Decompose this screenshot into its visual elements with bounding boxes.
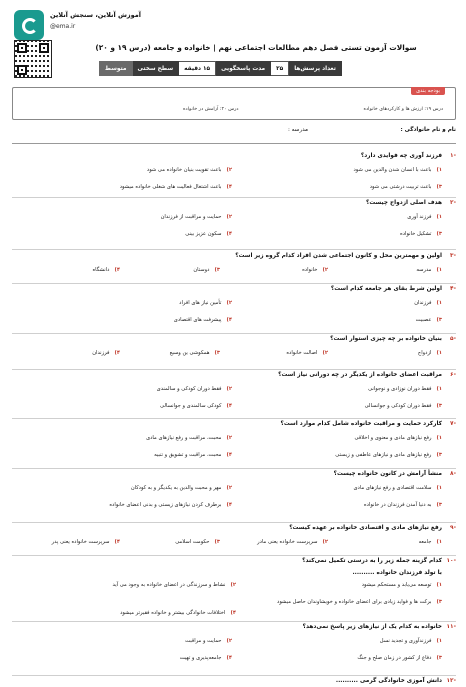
answer-option[interactable] [92,267,120,273]
answer-option[interactable] [357,655,442,661]
option-number: ۳) [214,539,220,545]
option-text: محبت، مراقبت و رفع نیازهای مادی [146,435,222,441]
option-number: ۲) [226,485,232,491]
option-number: ۳) [436,231,442,237]
option-number: ۳) [436,655,442,661]
answer-option[interactable] [147,167,232,173]
info-cell: ۱۵ دقیقه [178,61,216,76]
option-text: سرپرست خانواده یعنی پدر [51,539,110,545]
answer-option[interactable] [179,300,232,306]
option-number: ۳) [214,267,220,273]
answer-option[interactable] [419,539,442,545]
answer-option[interactable] [364,502,442,508]
answer-option[interactable] [160,403,232,409]
question-number: ۶- [450,372,456,378]
answer-option[interactable] [180,655,232,661]
option-number: ۱) [436,539,442,545]
question-number: ۲- [450,200,456,206]
option-number: ۱) [436,435,442,441]
question-text: هدف اصلی ازدواج چیست؟ [366,200,442,206]
question-text: کارکرد حمایت و مراقبت خانواده شامل کدام موارد است؟ [280,421,442,427]
brand-title: آموزش آنلاین، سنجش آنلاین [50,11,142,19]
question-number: ۵- [450,336,456,342]
option-number: ۱) [436,267,442,273]
option-number: ۲) [322,539,328,545]
question-text: اولین شرط بقای هر جامعه کدام است؟ [330,286,442,292]
info-cell: تعداد پرسش‌ها [288,61,342,76]
option-text: فقط دوران کودکی و جوانسالی [364,403,432,409]
answer-option[interactable] [257,539,328,545]
option-text: عصبیت [415,317,432,323]
answer-option[interactable] [354,485,443,491]
option-text: مدرسه [416,267,432,273]
answer-option[interactable] [157,386,232,392]
option-number: ۴) [226,502,232,508]
option-text: به دنیا آمدن فرزندان در خانواده [363,502,432,508]
question-text: فرزند آوری چه فوایدی دارد؟ [360,153,442,159]
option-text: باعث اشتغال فعالیت های شغلی خانواده میشود [119,184,222,190]
option-text: حمایت و مراقبت [185,638,222,644]
question-number: ۹- [450,525,456,531]
option-text: توسعه می‌یابد و مستحکم میشود [361,582,432,588]
option-number: ۲) [322,267,328,273]
answer-option[interactable] [112,582,236,588]
option-text: دفاع از کشور در زمان صلح و جنگ [357,655,432,661]
option-number: ۴) [226,317,232,323]
option-text: فرزندان [414,300,432,306]
option-number: ۴) [226,655,232,661]
option-number: ۴) [226,231,232,237]
answer-option[interactable] [407,214,442,220]
answer-option[interactable] [414,300,442,306]
answer-option[interactable] [146,435,232,441]
question-item [12,421,456,469]
answer-option[interactable] [52,539,120,545]
question-number: ۱۰- [446,558,456,564]
question-item [12,678,456,687]
option-number: ۱) [436,167,442,173]
option-text: کودکی سالمندی و جوانسالی [160,403,222,409]
option-number: ۴) [226,452,232,458]
question-number: ۷- [450,421,456,427]
question-text: رفع نیازهای مادی و اقتصادی خانواده بر عهده کیست؟ [289,525,442,531]
answer-option[interactable] [185,638,232,644]
option-number: ۲) [226,638,232,644]
brand-url: @ema.ir [50,23,76,30]
option-text: فرزند آوری [407,214,432,220]
question-item [12,336,456,370]
option-text: نشاط و سرزندگی در اعضای خانواده به وجود می آید [112,582,226,588]
option-number: ۳) [214,350,220,356]
option-number: ۴) [230,610,236,616]
question-item [12,471,456,523]
qr-code-icon [14,40,52,78]
info-cell: مدت پاسخگویی [215,61,271,76]
option-text: برطرف کردن نیازهای زیستی و بدنی اعضای خانواده [109,502,222,508]
topic-lesson-20: درس ۲۰: آرامش در خانواده [183,107,239,112]
topic-tag: بودجه بندی [411,87,445,95]
option-text: رفع نیازهای مادی و معنوی و اخلاقی [354,435,432,441]
answer-option[interactable] [120,610,236,616]
option-number: ۳) [436,502,442,508]
option-text: تأمین نیاز های افراد [179,300,222,306]
option-text: فقط دوران نوزادی و نوجوانی [368,386,432,392]
option-number: ۴) [114,350,120,356]
option-text: تشکیل خانواده [399,231,432,237]
answer-option[interactable] [353,167,442,173]
question-number: ۱۱- [446,624,456,630]
answer-option[interactable] [131,485,232,491]
answer-option[interactable] [416,267,442,273]
question-item [12,558,456,622]
option-number: ۱) [436,214,442,220]
option-number: ۴) [114,539,120,545]
question-item [12,372,456,419]
option-text: جامعه‌پذیری و تهیت [179,655,222,661]
option-text: حمایت و مراقبت از فرزندان [160,214,222,220]
option-text: دوستان [193,267,210,273]
option-text: مهر و محبت والدین به یکدیگر و به کودکان [130,485,222,491]
option-text: حکومت اسلامی [175,539,210,545]
option-number: ۲) [230,582,236,588]
info-cell: متوسط [99,61,133,76]
option-text: سکون عزیز بینی [185,231,222,237]
logo-icon [14,10,44,40]
answer-option[interactable] [161,214,232,220]
name-label: نام و نام خانوادگی : [400,127,456,133]
option-number: ۱) [436,350,442,356]
student-row [12,127,456,139]
question-text: بنیان خانواده بر چه چیزی استوار است؟ [330,336,442,342]
option-text: محبت، مراقبت و تشویق و تنبیه [154,452,222,458]
question-item [12,253,456,284]
question-number: ۱۲- [446,678,456,684]
option-number: ۴) [114,267,120,273]
question-item [12,153,456,198]
answer-option[interactable] [175,539,220,545]
question-item [12,286,456,334]
answer-option[interactable] [92,350,120,356]
answer-option[interactable] [193,267,220,273]
answer-option[interactable] [380,638,442,644]
option-text: برکت ها و فواید زیادی برای اعضای خانواده و خویشاوندان حاصل میشود [277,599,432,605]
question-subtext: با تولد فرزندان خانواده .......... [352,570,442,576]
option-number: ۴) [226,184,232,190]
option-number: ۱) [436,300,442,306]
question-number: ۸- [450,471,456,477]
option-number: ۳) [436,403,442,409]
option-number: ۱) [436,582,442,588]
answer-option[interactable] [277,599,442,605]
option-number: ۲) [226,167,232,173]
option-text: پیشرفت های اقتصادی [173,317,222,323]
option-number: ۲) [226,435,232,441]
option-number: ۲) [226,300,232,306]
option-text: باعث تقویت بنیان خانواده می شود [146,167,222,173]
option-number: ۱) [436,485,442,491]
option-number: ۳) [436,317,442,323]
topic-lesson-19: درس ۱۹: ارزش ها و کارکردهای خانواده [363,107,443,112]
option-number: ۲) [226,214,232,220]
info-cell: سطح سختی [132,61,180,76]
answer-option[interactable] [362,582,442,588]
exam-info-bar [100,61,342,76]
question-text: مراقبت اعضای خانواده از یکدیگر در چه دورانی نیاز است؟ [278,372,442,378]
answer-option[interactable] [416,317,442,323]
option-number: ۳) [436,452,442,458]
answer-option[interactable] [174,317,232,323]
question-item [12,624,456,676]
option-number: ۲) [322,350,328,356]
divider [12,143,456,144]
answer-option[interactable] [354,435,442,441]
option-text: ازدواج [417,350,432,356]
answer-option[interactable] [120,184,232,190]
option-text: باعث با انسان شدن والدین می شود [353,167,432,173]
topic-box [12,87,456,120]
option-text: فرزندان [92,350,110,356]
answer-option[interactable] [154,452,232,458]
option-number: ۴) [226,403,232,409]
option-text: فقط دوران کودکی و سالمندی [156,386,222,392]
option-text: دانشگاه [92,267,110,273]
option-text: باعث تربیت درشتی می شود [369,184,432,190]
info-cell: ۲۵ [270,61,289,76]
school-label: مدرسه : [288,127,308,133]
option-text: فرزندآوری و تجدید نسل [379,638,432,644]
exam-title: سوالات آزمون تستی فصل دهم مطالعات اجتماعی نهم | خانواده و جامعه (درس ۱۹ و ۲۰) [95,43,417,52]
question-text: کدام گزینه جمله زیر را به درستی تکمیل نمی‌کند؟ [302,558,442,564]
option-number: ۳) [436,184,442,190]
question-text: منشأ آرامش در کانون خانواده چیست؟ [333,471,442,477]
option-number: ۱) [436,386,442,392]
option-text: اختلافات خانوادگی بیشتر و خانواده فقیرتر میشود [120,610,226,616]
answer-option[interactable] [400,231,442,237]
question-text: خانواده به کدام یک از نیازهای زیر پاسخ نمی‌دهد؟ [302,624,442,630]
answer-option[interactable] [365,403,442,409]
option-text: رفع نیازهای مادی و نیازهای عاطفی و زیستی [335,452,432,458]
answer-option[interactable] [368,386,442,392]
question-text: دانش آموزی خانوادگی گرمی .......... [335,678,442,684]
option-text: جامعه [418,539,432,545]
question-number: ۴- [450,286,456,292]
option-text: خانواده [302,267,318,273]
question-item [12,200,456,250]
answer-option[interactable] [185,231,232,237]
answer-option[interactable] [418,350,442,356]
option-text: همکوشی ین وسیع [169,350,210,356]
option-text: سرپرست خانواده یعنی مادر [257,539,318,545]
answer-option[interactable] [109,502,232,508]
option-text: سلامت اقتصادی و رفع نیازهای مادی [353,485,432,491]
answer-option[interactable] [302,267,328,273]
option-text: اصالت خانواده [286,350,318,356]
answer-option[interactable] [335,452,442,458]
answer-option[interactable] [286,350,328,356]
question-number: ۳- [450,253,456,259]
option-number: ۲) [226,386,232,392]
answer-option[interactable] [370,184,442,190]
answer-option[interactable] [170,350,220,356]
option-number: ۱) [436,638,442,644]
question-number: ۱- [450,153,456,159]
question-item [12,525,456,556]
question-text: اولین و مهمترین محل و کانون اجتماعی شدن افراد کدام گروه زیر است؟ [235,253,442,259]
option-number: ۳) [436,599,442,605]
